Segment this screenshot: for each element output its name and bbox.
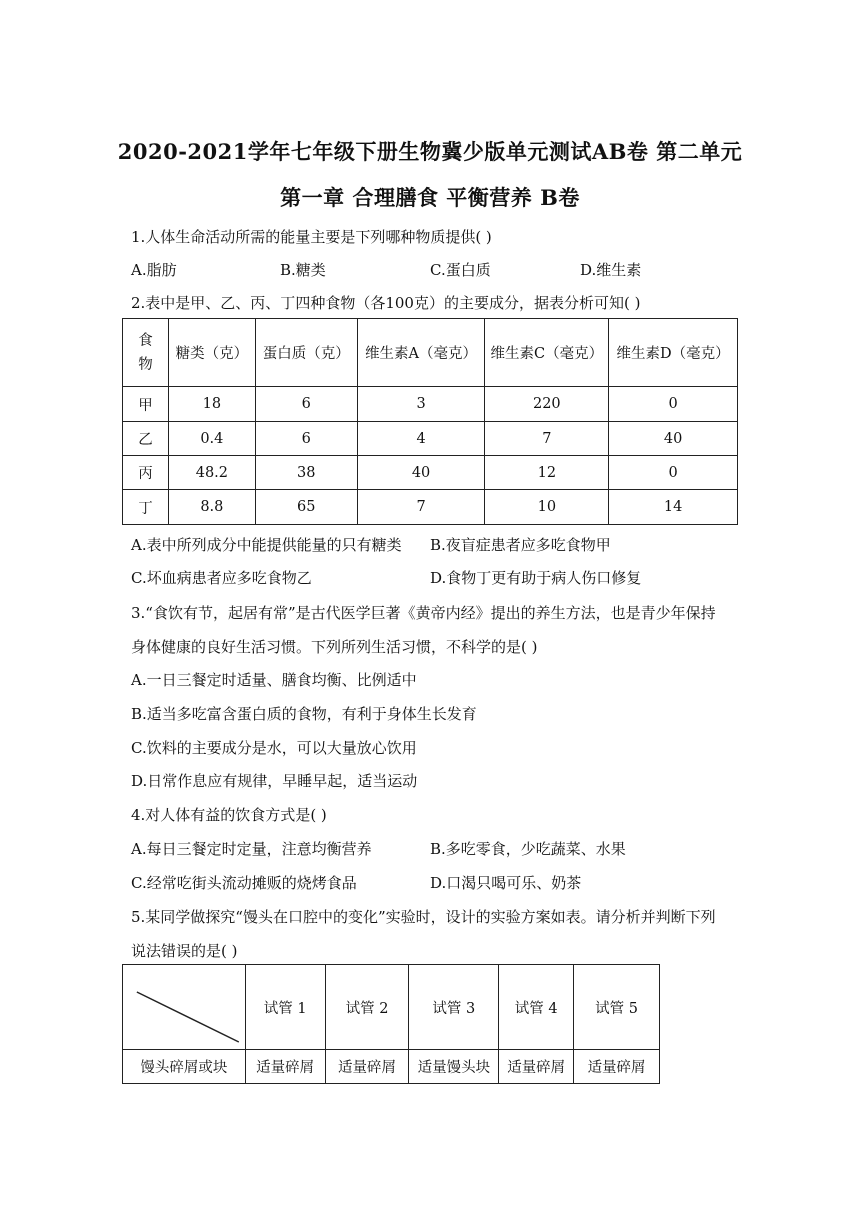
question-4-stem: 4.对人体有益的饮食方式是( ) xyxy=(131,806,327,824)
header-tube-4: 试管 4 xyxy=(499,965,574,1050)
question-2-option-d: D.食物丁更有助于病人伤口修复 xyxy=(430,569,642,587)
question-3-option-a: A.一日三餐定时适量、膳食均衡、比例适中 xyxy=(131,671,417,689)
table-cell: 丁 xyxy=(123,490,169,525)
question-3-option-c: C.饮料的主要成分是水，可以大量放心饮用 xyxy=(131,739,417,757)
table-cell: 6 xyxy=(255,422,357,456)
table-cell: 38 xyxy=(255,456,357,490)
header-tube-3: 试管 3 xyxy=(409,965,499,1050)
question-2-option-c: C.坏血病患者应多吃食物乙 xyxy=(131,569,312,587)
header-vitamin-a: 维生素A（毫克） xyxy=(357,319,485,387)
table-cell: 65 xyxy=(255,490,357,525)
experiment-header-row xyxy=(123,965,660,1050)
table-cell: 10 xyxy=(485,490,609,525)
question-2-option-b: B.夜盲症患者应多吃食物甲 xyxy=(430,536,611,554)
question-2-stem: 2.表中是甲、乙、丙、丁四种食物（各100克）的主要成分，据表分析可知( ) xyxy=(131,294,641,312)
table-header-row xyxy=(123,319,738,387)
question-3-option-b: B.适当多吃富含蛋白质的食物，有利于身体生长发育 xyxy=(131,705,477,723)
page-title-line-2: 第一章 合理膳食 平衡营养 B卷 xyxy=(280,185,580,210)
question-1-option-c: C.蛋白质 xyxy=(430,261,491,279)
question-1-option-a: A.脂肪 xyxy=(131,261,177,279)
header-tube-2: 试管 2 xyxy=(325,965,409,1050)
table-cell: 48.2 xyxy=(168,456,255,490)
table-cell: 丙 xyxy=(123,456,169,490)
question-4-option-b: B.多吃零食，少吃蔬菜、水果 xyxy=(430,840,626,858)
table-cell: 12 xyxy=(485,456,609,490)
question-4-option-a: A.每日三餐定时定量，注意均衡营养 xyxy=(131,840,372,858)
question-2-option-a: A.表中所列成分中能提供能量的只有糖类 xyxy=(131,536,402,554)
experiment-table xyxy=(122,964,660,1084)
table-cell: 适量碎屑 xyxy=(245,1050,325,1084)
table-cell: 40 xyxy=(357,456,485,490)
table-cell: 14 xyxy=(609,490,738,525)
table-cell: 6 xyxy=(255,387,357,422)
table-cell: 0 xyxy=(609,456,738,490)
header-food-char-1: 食 xyxy=(138,332,153,349)
question-5-stem-line-1: 5.某同学做探究“馒头在口腔中的变化”实验时，设计的实验方案如表。请分析并判断下列 xyxy=(131,908,716,926)
question-4-option-c: C.经常吃街头流动摊贩的烧烤食品 xyxy=(131,874,357,892)
table-cell: 18 xyxy=(168,387,255,422)
table-cell: 0 xyxy=(609,387,738,422)
table-cell: 220 xyxy=(485,387,609,422)
table-cell: 7 xyxy=(485,422,609,456)
table-cell: 甲 xyxy=(123,387,169,422)
question-3-option-d: D.日常作息应有规律，早睡早起，适当运动 xyxy=(131,772,418,790)
table-cell: 8.8 xyxy=(168,490,255,525)
header-protein: 蛋白质（克） xyxy=(255,319,357,387)
question-5-stem-line-2: 说法错误的是( ) xyxy=(131,942,238,960)
row-label: 馒头碎屑或块 xyxy=(123,1050,246,1084)
diagonal-header-cell xyxy=(123,965,246,1050)
question-1-option-d: D.维生素 xyxy=(580,261,642,279)
question-3-stem-line-2: 身体健康的良好生活习惯。下列所列生活习惯，不科学的是( ) xyxy=(131,638,538,656)
question-1-option-b: B.糖类 xyxy=(280,261,326,279)
header-vitamin-d: 维生素D（毫克） xyxy=(609,319,738,387)
header-vitamin-c: 维生素C（毫克） xyxy=(485,319,609,387)
table-row xyxy=(123,1050,660,1084)
table-row xyxy=(123,490,738,525)
table-row xyxy=(123,422,738,456)
table-cell: 乙 xyxy=(123,422,169,456)
header-food-char-2: 物 xyxy=(138,356,153,373)
question-1-stem: 1.人体生命活动所需的能量主要是下列哪种物质提供( ) xyxy=(131,228,492,246)
table-cell: 3 xyxy=(357,387,485,422)
table-cell: 4 xyxy=(357,422,485,456)
header-tube-1: 试管 1 xyxy=(245,965,325,1050)
header-food xyxy=(123,319,169,387)
table-cell: 40 xyxy=(609,422,738,456)
table-row xyxy=(123,387,738,422)
header-tube-5: 试管 5 xyxy=(574,965,660,1050)
question-4-option-d: D.口渴只喝可乐、奶茶 xyxy=(430,874,582,892)
table-cell: 适量馒头块 xyxy=(409,1050,499,1084)
question-3-stem-line-1: 3.“食饮有节，起居有常”是古代医学巨著《黄帝内经》提出的养生方法，也是青少年保持 xyxy=(131,604,716,622)
table-row xyxy=(123,456,738,490)
diagonal-line xyxy=(123,965,245,1045)
table-cell: 适量碎屑 xyxy=(325,1050,409,1084)
table-cell: 适量碎屑 xyxy=(574,1050,660,1084)
header-sugar: 糖类（克） xyxy=(168,319,255,387)
nutrition-table xyxy=(122,318,738,525)
page-title-line-1: 2020-2021学年七年级下册生物冀少版单元测试AB卷 第二单元 xyxy=(117,139,743,164)
table-cell: 适量碎屑 xyxy=(499,1050,574,1084)
table-cell: 0.4 xyxy=(168,422,255,456)
table-cell: 7 xyxy=(357,490,485,525)
